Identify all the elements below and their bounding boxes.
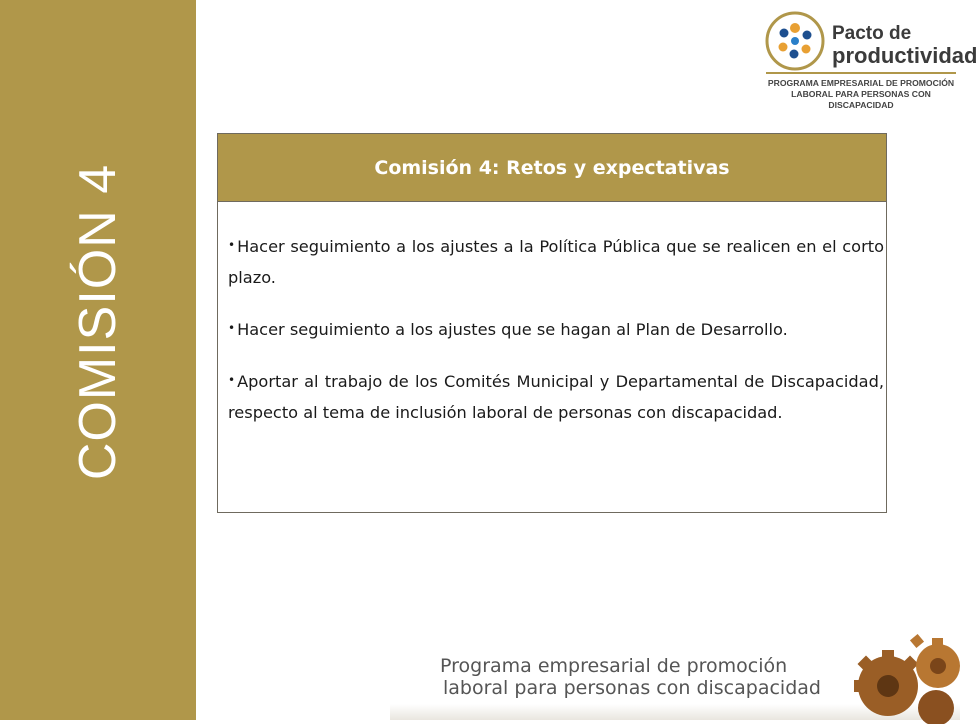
- table-body: [218, 202, 886, 428]
- gears-icon: [846, 616, 960, 720]
- vertical-title: COMISIÓN 4: [69, 163, 127, 481]
- pacto-logo: [762, 10, 977, 110]
- bullet-dot-icon: •: [228, 321, 236, 335]
- bullet-dot-icon: •: [228, 373, 236, 387]
- logo-title: [832, 24, 977, 68]
- bullet-text: Hacer seguimiento a los ajustes a la Política Pública que se realicen en el corto plazo.: [228, 237, 884, 287]
- bullet-item: [228, 313, 884, 345]
- pacto-logo-icon: [762, 10, 828, 72]
- bullet-item: [228, 365, 884, 428]
- logo-subtitle-line1: PROGRAMA EMPRESARIAL DE PROMOCIÓN: [767, 78, 955, 88]
- bullet-dot-icon: •: [228, 238, 236, 252]
- bullet-text: Hacer seguimiento a los ajustes que se hagan al Plan de Desarrollo.: [237, 320, 788, 339]
- bullet-text: Aportar al trabajo de los Comités Municipal y Departamental de Discapacidad, respecto al tema de inclusión laboral de personas con discapacidad.: [228, 372, 884, 422]
- logo-divider: [766, 72, 956, 74]
- logo-subtitle: [766, 78, 956, 111]
- logo-subtitle-line2: LABORAL PARA PERSONAS CON DISCAPACIDAD: [791, 89, 931, 110]
- bullet-item: [228, 230, 884, 293]
- footer-caption: [440, 655, 821, 699]
- challenges-table: [217, 133, 887, 513]
- sidebar-panel: [0, 0, 196, 720]
- sidebar-divider: [196, 0, 200, 720]
- footer-line2: laboral para personas con discapacidad: [443, 677, 821, 699]
- table-header: Comisión 4: Retos y expectativas: [218, 134, 886, 202]
- logo-title-line2: productividad: [832, 43, 977, 68]
- footer-line1: Programa empresarial de promoción: [440, 655, 788, 677]
- logo-title-line1: Pacto de: [832, 23, 912, 44]
